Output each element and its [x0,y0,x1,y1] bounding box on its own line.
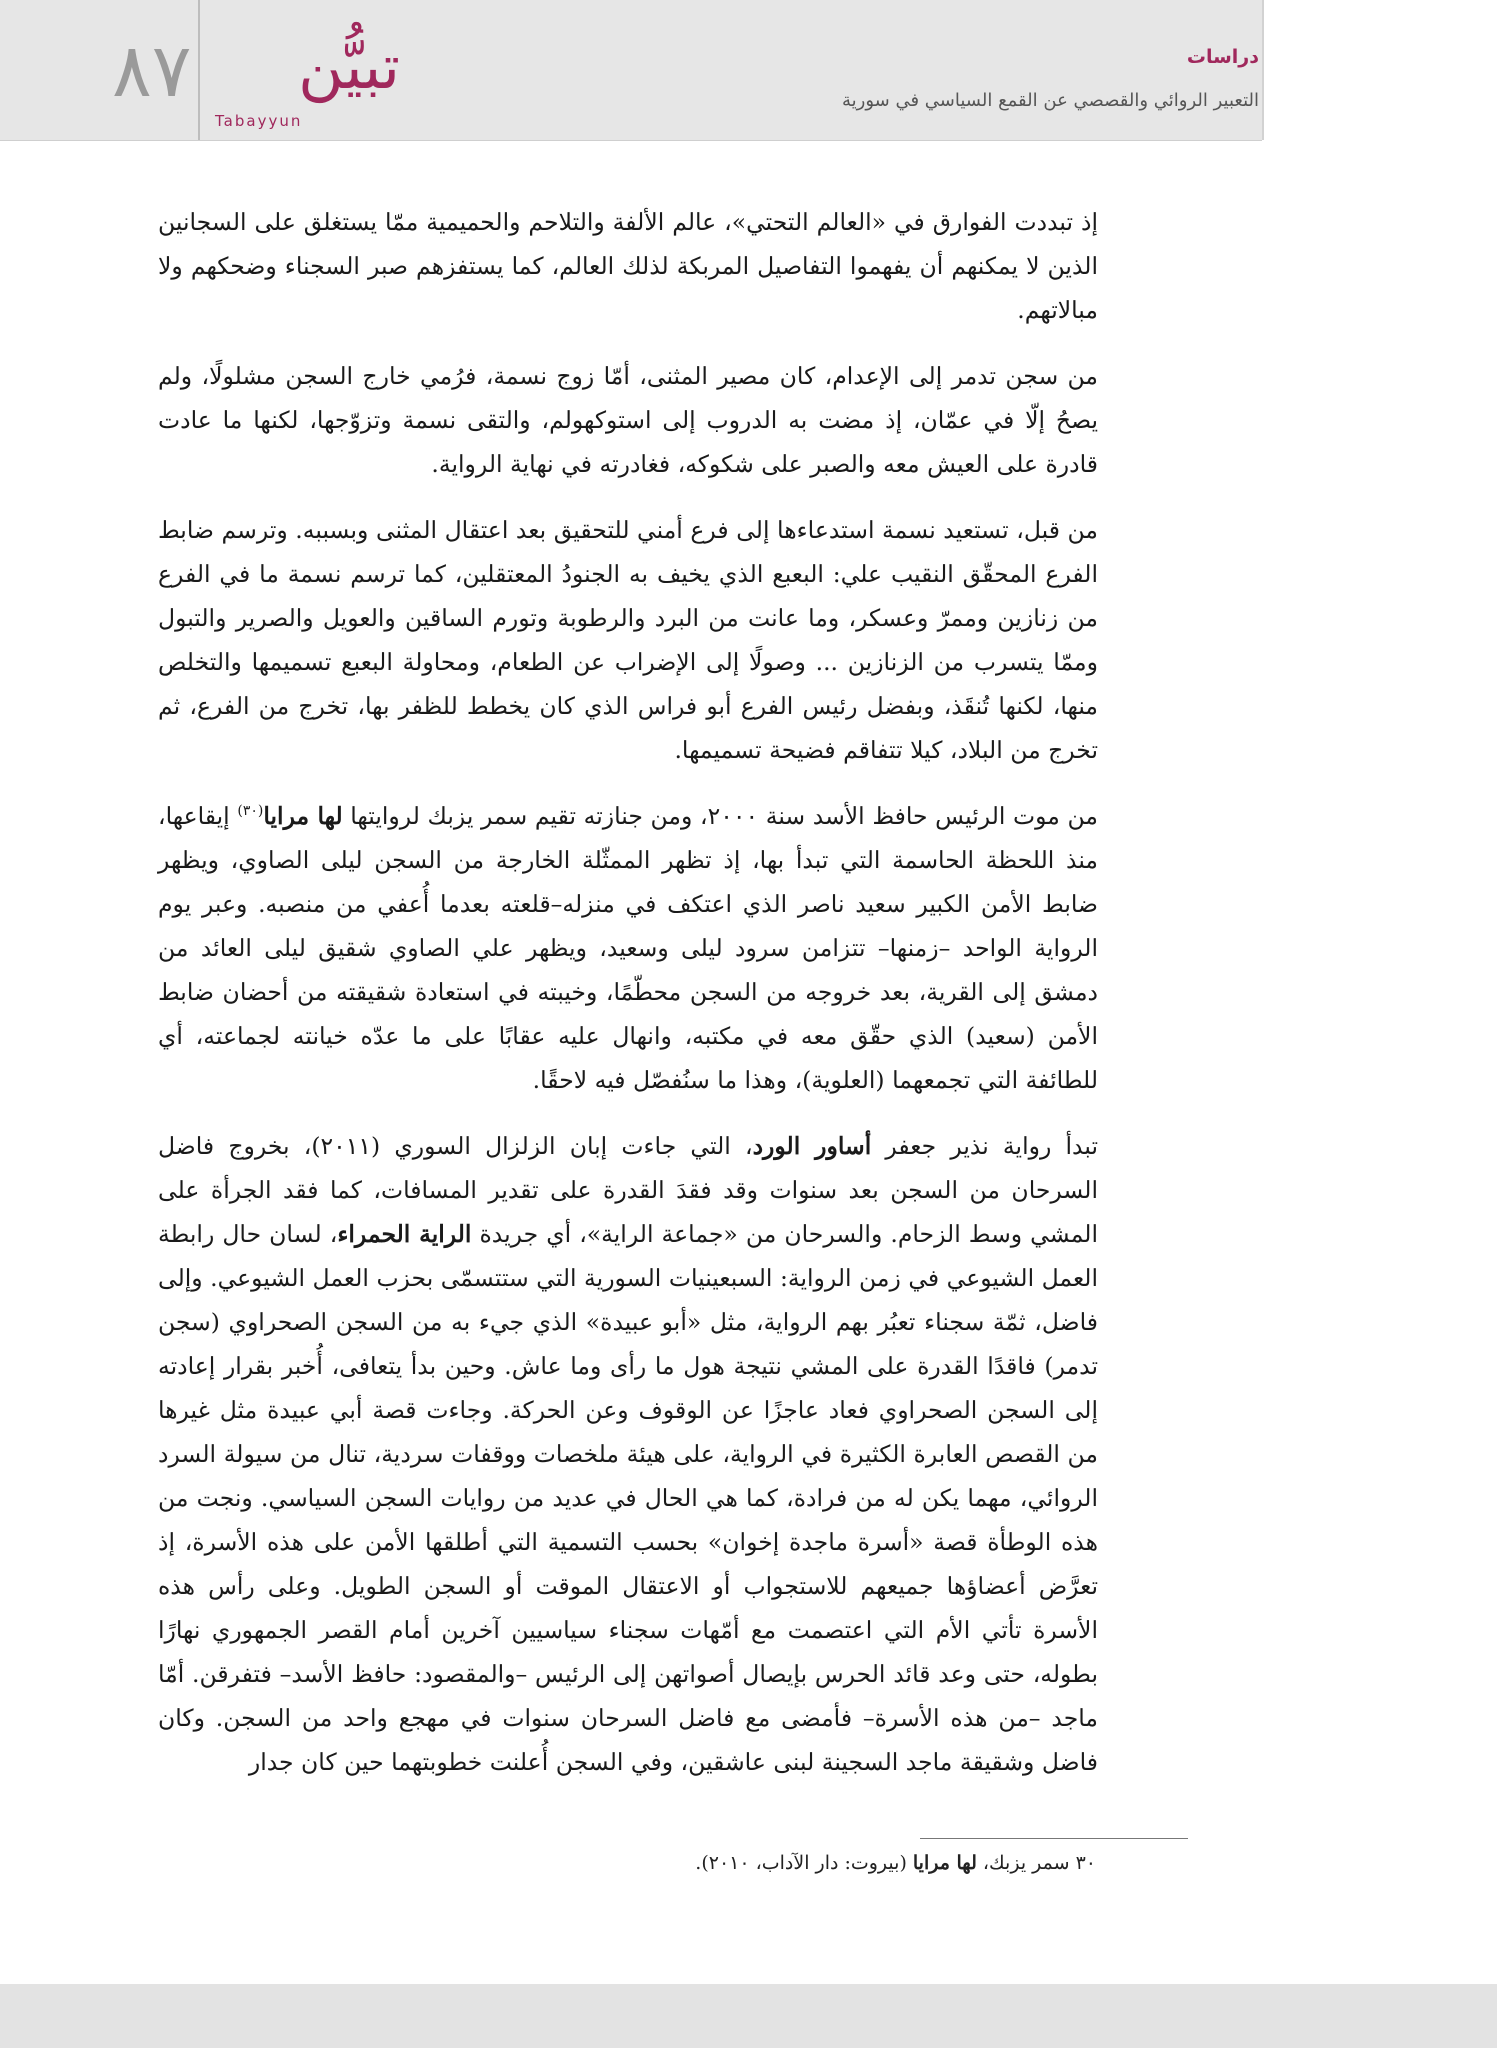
logo-arabic-text: تبيُّن [298,30,400,103]
footnote-text-a: ٣٠ سمر يزبك، [976,1852,1096,1874]
page-number: ٨٧ [112,28,192,114]
paragraph-3: من قبل، تستعيد نسمة استدعاءها إلى فرع أمني للتحقيق بعد اعتقال المثنى وبسببه. وترسم ضابط الفرع المحقّق النقيب علي: البعبع الذي يخيف به الجنودُ المعتقلين، كما ترسم نسمة ما في الفرع من زنازين وممرّ وعسكر، وما عانت من البرد والرطوبة وتورم الساقين والعويل والصرير والتبول وممّا يتسرب من الزنازين ... وصولًا إلى الإضراب عن الطعام، ومحاولة البعبع تسميمها والتخلص منها، لكنها تُنقَذ، وبفضل رئيس الفرع أبو فراس الذي كان يخطط للظفر بها، تخرج من الفرع، ثم تخرج من البلاد، كيلا تتفاقم فضيحة تسميمها. [158,516,1098,764]
paragraph-2: من سجن تدمر إلى الإعدام، كان مصير المثنى، أمّا زوج نسمة، فرُمي خارج السجن مشلولًا، ولم يصحُ إلّا في عمّان، إذ مضت به الدروب إلى استوكهولم، والتقى نسمة وتزوّجها، لكنها ما عادت قادرة على العيش معه والصبر على شكوكه، فغادرته في نهاية الرواية. [158,362,1098,478]
journal-logo [215,30,400,130]
footnote-book-title: لها مرايا [912,1852,977,1874]
header-edge [1262,0,1264,140]
paragraph-4-text-b: إيقاعها، منذ اللحظة الحاسمة التي تبدأ بها، إذ تظهر الممثّلة الخارجة من السجن ليلى الصاوي، ويظهر ضابط الأمن الكبير سعيد ناصر الذي اعتكف في منزله–قلعته بعدما أُعفي من منصبه. وعبر يوم الرواية الواحد –زمنها– تتزامن سرود ليلى وسعيد، ويظهر علي الصاوي شقيق ليلى العائد من دمشق إلى القرية، بعد خروجه من السجن محطّمًا، وخيبته في استعادة شقيقته من أحضان ضابط الأمن (سعيد) الذي حقّق معه في مكتبه، وانهال عليه عقابًا على ما عدّه خيانته لجماعته، أي للطائفة التي تجمعهما (العلوية)، وهذا ما سنُفصّل فيه لاحقًا. [158,802,1098,1094]
footnote-30 [695,1852,1096,1874]
logo-latin-text: Tabayyun [215,112,303,130]
footer-band [0,1984,1497,2048]
footnote-reference-30[interactable]: (٣٠) [237,803,264,820]
paragraph-5 [158,1124,1098,1784]
article-body [158,200,1098,1806]
section-label: دراسات [1186,46,1259,68]
paragraph-4-text-a: من موت الرئيس حافظ الأسد سنة ٢٠٠٠، ومن جنازته تقيم سمر يزبك لروايتها [342,802,1099,830]
novel-title-asawir-al-ward: أساور الورد [752,1132,872,1160]
paragraph-5-text-c: ، لسان حال رابطة العمل الشيوعي في زمن الرواية: السبعينيات السورية التي ستتسمّى بحزب العمل الشيوعي. وإلى فاضل، ثمّة سجناء تعبُر بهم الرواية، مثل «أبو عبيدة» الذي جيء به من السجن الصحراوي (سجن تدمر) فاقدًا القدرة على المشي نتيجة هول ما رأى وما عاش. وحين بدأ يتعافى، أُخبر بقرار إعادته إلى السجن الصحراوي فعاد عاجزًا عن الوقوف وعن الحركة. وجاءت قصة أبي عبيدة مثل غيرها من القصص العابرة الكثيرة في الرواية، على هيئة ملخصات ووقفات سردية، تنال من سيولة السرد الروائي، مهما يكن له من فرادة، كما هي الحال في عديد من روايات السجن السياسي. ونجت من هذه الوطأة قصة «أسرة ماجدة إخوان» بحسب التسمية التي أطلقها الأمن على هذه الأسرة، إذ تعرَّض أعضاؤها جميعهم للاستجواب أو الاعتقال الموقت أو السجن الطويل. وعلى رأس هذه الأسرة تأتي الأم التي اعتصمت مع أمّهات سجناء سياسيين آخرين أمام القصر الجمهوري نهارًا بطوله، حتى وعد قائد الحرس بإيصال أصواتهن إلى الرئيس –والمقصود: حافظ الأسد– فتفرقن. أمّا ماجد –من هذه الأسرة– فأمضى مع فاضل السرحان سنوات في مهجع واحد من السجن. وكان فاضل وشقيقة ماجد السجينة لبنى عاشقين، وفي السجن أُعلنت خطوبتهما حين كان جدار [158,1220,1098,1776]
paragraph-4 [158,794,1098,1102]
paragraph-5-text-a: تبدأ رواية نذير جعفر [871,1132,1098,1160]
paragraph-1: إذ تبددت الفوارق في «العالم التحتي»، عالم الألفة والتلاحم والحميمية ممّا يستغلق على السجانين الذين لا يمكنهم أن يفهموا التفاصيل المربكة لذلك العالم، كما يستفزهم صبر السجناء وضحكهم ولا مبالاتهم. [158,208,1098,324]
newspaper-title-al-raya: الراية الحمراء [337,1220,472,1248]
header-divider [198,0,200,140]
running-title: التعبير الروائي والقصصي عن القمع السياسي في سورية [842,90,1259,111]
novel-title-laha-maraya: لها مرايا [263,802,343,830]
paragraph-5-text-b: ، التي جاءت إبان الزلزال السوري (٢٠١١)، بخروج فاضل السرحان من السجن بعد سنوات وقد فقدَ القدرة على تقدير المسافات، كما فقد الجرأة على المشي وسط الزحام. والسرحان من «جماعة الراية»، أي جريدة [158,1132,1098,1248]
footnote-text-b: (بيروت: دار الآداب، ٢٠١٠). [695,1852,913,1874]
footnote-rule [920,1838,1188,1839]
